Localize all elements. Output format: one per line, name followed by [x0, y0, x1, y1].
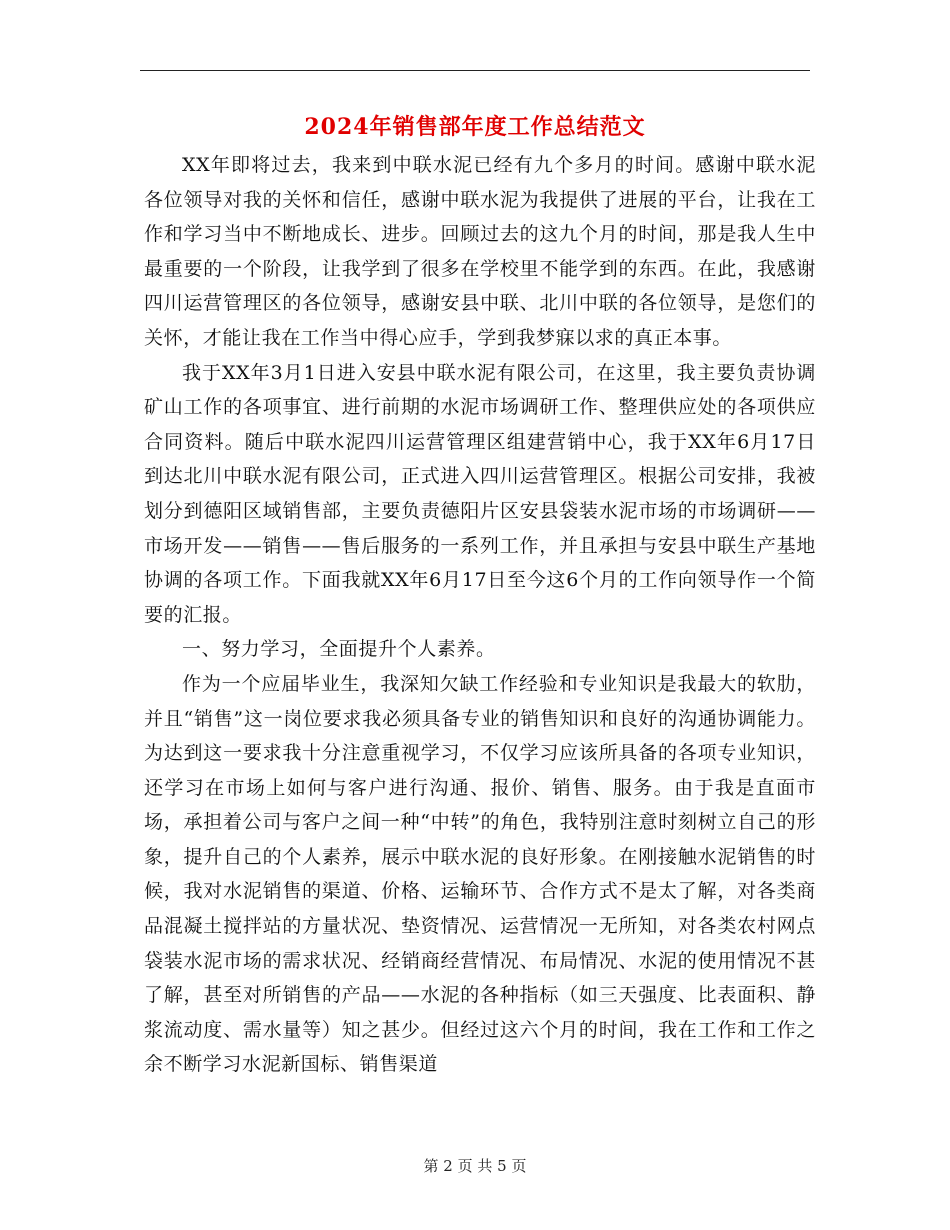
page-footer: 第 2 页 共 5 页: [423, 1157, 527, 1175]
section-heading-1: 一、努力学习，全面提升个人素养。: [182, 638, 496, 661]
paragraph-intro: XX年即将过去，我来到中联水泥已经有九个多月的时间。感谢中联水泥各位领导对我的关怀和信任，感谢中联水泥为我提供了进展的平台，让我在工作和学习当中不断地成长、进步。回顾过去的这九个月的时间，那是我人生中最重要的一个阶段，让我学到了很多在学校里不能学到的东西。在此，我感谢四川运营管理区的各位领导，感谢安县中联、北川中联的各位领导，是您们的关怀，才能让我在工作当中得心应手，学到我梦寐以求的真正本事。: [144, 154, 816, 349]
paragraph-learning: 作为一个应届毕业生，我深知欠缺工作经验和专业知识是我最大的软肋，并且“销售”这一岗位要求我必须具备专业的销售知识和良好的沟通协调能力。为达到这一要求我十分注意重视学习，不仅学习应该所具备的各项专业知识，还学习在市场上如何与客户进行沟通、报价、销售、服务。由于我是直面市场，承担着公司与客户之间一种“中转”的角色，我特别注意时刻树立自己的形象，提升自己的个人素养，展示中联水泥的良好形象。在刚接触水泥销售的时候，我对水泥销售的渠道、价格、运输环节、合作方式不是太了解，对各类商品混凝土搅拌站的方量状况、垫资情况、运营情况一无所知，对各类农村网点袋装水泥市场的需求状况、经销商经营情况、布局情况、水泥的使用情况不甚了解，甚至对所销售的产品——水泥的各种指标（如三天强度、比表面积、静浆流动度、需水量等）知之甚少。但经过这六个月的时间，我在工作和工作之余不断学习水泥新国标、销售渠道: [144, 672, 816, 1076]
document-body: [144, 148, 816, 1082]
paragraph-background: 我于XX年3月1日进入安县中联水泥有限公司，在这里，我主要负责协调矿山工作的各项事宜、进行前期的水泥市场调研工作、整理供应处的各项供应合同资料。随后中联水泥四川运营管理区组建营销中心，我于XX年6月17日到达北川中联水泥有限公司，正式进入四川运营管理区。根据公司安排，我被划分到德阳区域销售部，主要负责德阳片区安县袋装水泥市场的市场调研——市场开发——销售——售后服务的一系列工作，并且承担与安县中联生产基地协调的各项工作。下面我就XX年6月17日至今这6个月的工作向领导作一个简要的汇报。: [144, 361, 816, 626]
header-rule: [140, 70, 810, 71]
document-title: 2024年销售部年度工作总结范文: [304, 114, 646, 140]
